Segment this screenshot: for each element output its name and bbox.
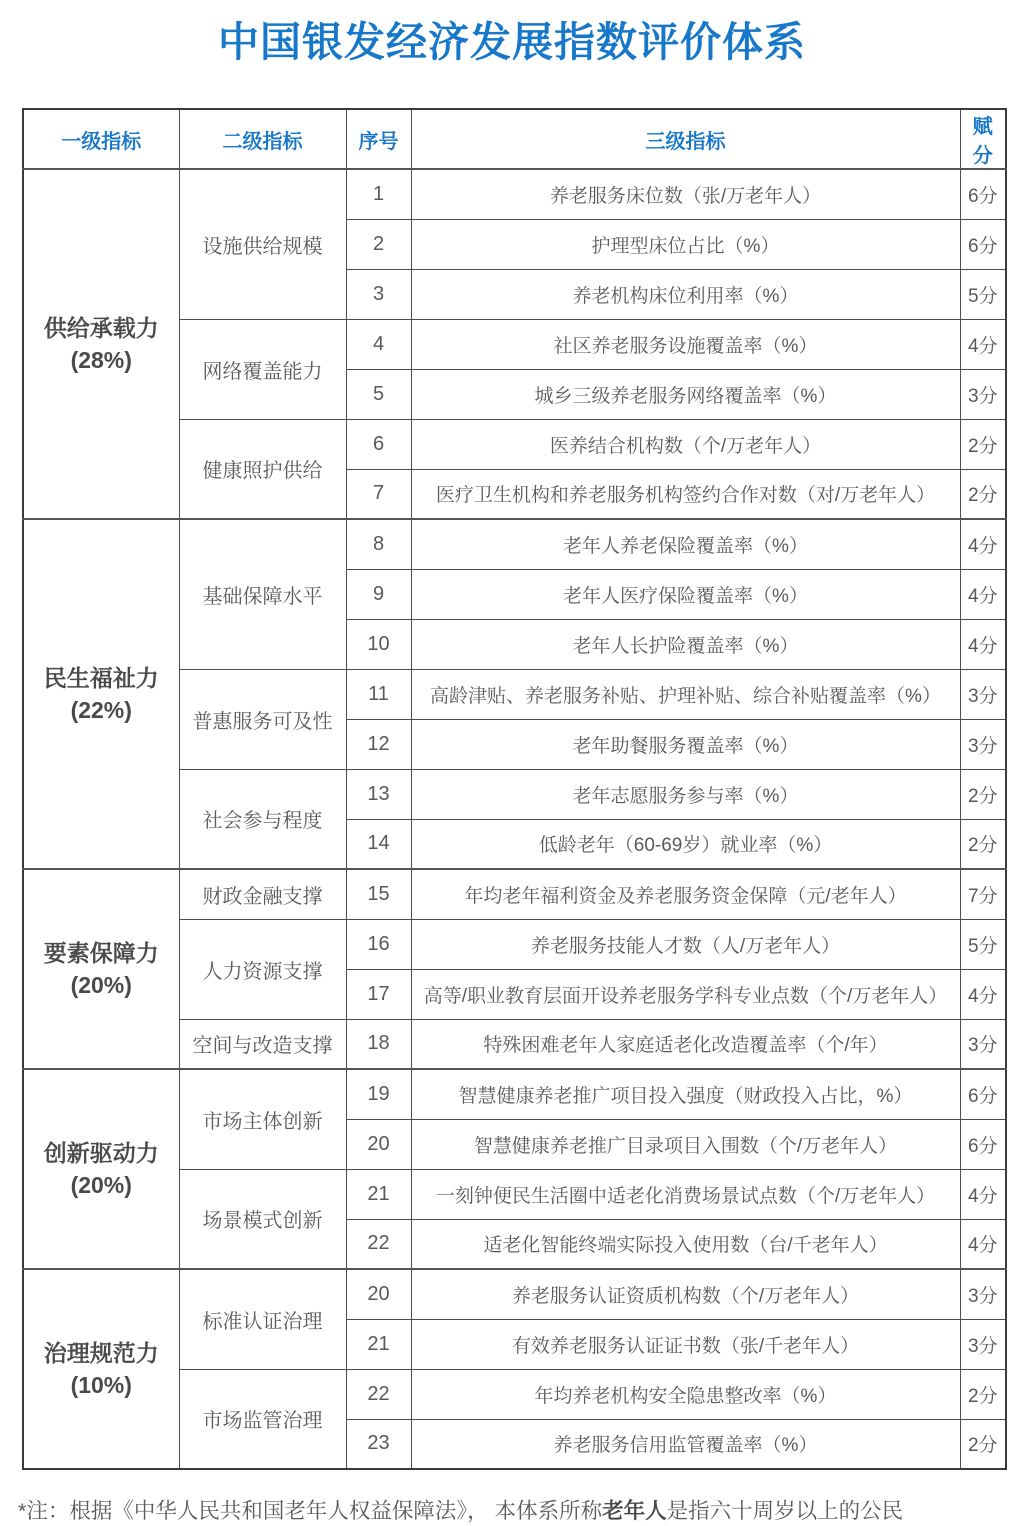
score-cell: 6分 [960, 219, 1006, 269]
level1-weight: (20%) [70, 1172, 132, 1198]
indicator-cell: 智慧健康养老推广项目投入强度（财政投入占比，%） [411, 1069, 960, 1119]
indicator-cell: 老年人养老保险覆盖率（%） [411, 519, 960, 569]
header-score: 赋分 [960, 109, 1006, 169]
serial-cell: 22 [346, 1369, 411, 1419]
score-cell: 4分 [960, 1169, 1006, 1219]
table-header-row [23, 109, 1006, 169]
level1-cell [23, 1069, 179, 1269]
serial-cell: 14 [346, 819, 411, 869]
header-level2: 二级指标 [179, 109, 346, 169]
level2-cell: 网络覆盖能力 [179, 319, 346, 419]
indicator-cell: 医养结合机构数（个/万老年人） [411, 419, 960, 469]
score-cell: 2分 [960, 1369, 1006, 1419]
level1-weight: (10%) [70, 1372, 132, 1398]
level1-cell [23, 869, 179, 1069]
score-cell: 4分 [960, 1219, 1006, 1269]
serial-cell: 4 [346, 319, 411, 369]
level2-cell: 市场主体创新 [179, 1069, 346, 1169]
table-row [23, 1069, 1006, 1119]
serial-cell: 11 [346, 669, 411, 719]
score-cell: 2分 [960, 419, 1006, 469]
score-cell: 3分 [960, 669, 1006, 719]
score-cell: 6分 [960, 1069, 1006, 1119]
footnote [18, 1496, 1005, 1526]
table-row [23, 519, 1006, 569]
score-cell: 3分 [960, 719, 1006, 769]
indicator-cell: 老年人长护险覆盖率（%） [411, 619, 960, 669]
indicator-cell: 老年助餐服务覆盖率（%） [411, 719, 960, 769]
serial-cell: 19 [346, 1069, 411, 1119]
footnote-emphasis: 老年人 [602, 1499, 667, 1523]
level2-cell: 财政金融支撑 [179, 869, 346, 919]
indicator-cell: 养老服务技能人才数（人/万老年人） [411, 919, 960, 969]
serial-cell: 12 [346, 719, 411, 769]
score-cell: 5分 [960, 919, 1006, 969]
level1-name: 供给承载力 [43, 315, 159, 341]
level1-name: 要素保障力 [43, 940, 159, 966]
level1-name: 民生福祉力 [43, 665, 159, 691]
table-row [23, 869, 1006, 919]
level2-cell: 市场监管治理 [179, 1369, 346, 1469]
serial-cell: 5 [346, 369, 411, 419]
indicator-cell: 老年人医疗保险覆盖率（%） [411, 569, 960, 619]
level2-cell: 普惠服务可及性 [179, 669, 346, 769]
level1-name: 治理规范力 [43, 1340, 159, 1366]
score-cell: 2分 [960, 469, 1006, 519]
serial-cell: 6 [346, 419, 411, 469]
indicator-cell: 老年志愿服务参与率（%） [411, 769, 960, 819]
level2-cell: 标准认证治理 [179, 1269, 346, 1369]
score-cell: 4分 [960, 319, 1006, 369]
level1-weight: (20%) [70, 972, 132, 998]
level2-cell: 健康照护供给 [179, 419, 346, 519]
header-level3: 三级指标 [411, 109, 960, 169]
score-cell: 4分 [960, 969, 1006, 1019]
level1-weight: (22%) [70, 697, 132, 723]
level2-cell: 基础保障水平 [179, 519, 346, 669]
score-cell: 7分 [960, 869, 1006, 919]
indicator-cell: 养老机构床位利用率（%） [411, 269, 960, 319]
serial-cell: 17 [346, 969, 411, 1019]
serial-cell: 3 [346, 269, 411, 319]
serial-cell: 21 [346, 1319, 411, 1369]
indicator-cell: 高龄津贴、养老服务补贴、护理补贴、综合补贴覆盖率（%） [411, 669, 960, 719]
serial-cell: 22 [346, 1219, 411, 1269]
indicator-cell: 适老化智能终端实际投入使用数（台/千老年人） [411, 1219, 960, 1269]
level2-cell: 设施供给规模 [179, 169, 346, 319]
level1-cell [23, 1269, 179, 1469]
evaluation-index-table [22, 108, 1007, 1470]
serial-cell: 15 [346, 869, 411, 919]
indicator-cell: 护理型床位占比（%） [411, 219, 960, 269]
serial-cell: 9 [346, 569, 411, 619]
level2-cell: 场景模式创新 [179, 1169, 346, 1269]
serial-cell: 8 [346, 519, 411, 569]
score-cell: 3分 [960, 369, 1006, 419]
score-cell: 4分 [960, 519, 1006, 569]
score-cell: 4分 [960, 569, 1006, 619]
serial-cell: 21 [346, 1169, 411, 1219]
serial-cell: 7 [346, 469, 411, 519]
score-cell: 5分 [960, 269, 1006, 319]
score-cell: 3分 [960, 1019, 1006, 1069]
table-body [23, 169, 1006, 1469]
serial-cell: 23 [346, 1419, 411, 1469]
serial-cell: 20 [346, 1119, 411, 1169]
serial-cell: 10 [346, 619, 411, 669]
indicator-cell: 年均养老机构安全隐患整改率（%） [411, 1369, 960, 1419]
indicator-cell: 有效养老服务认证证书数（张/千老年人） [411, 1319, 960, 1369]
serial-cell: 18 [346, 1019, 411, 1069]
level1-cell [23, 169, 179, 519]
indicator-cell: 社区养老服务设施覆盖率（%） [411, 319, 960, 369]
level2-cell: 社会参与程度 [179, 769, 346, 869]
indicator-cell: 一刻钟便民生活圈中适老化消费场景试点数（个/万老年人） [411, 1169, 960, 1219]
level2-cell: 空间与改造支撑 [179, 1019, 346, 1069]
score-cell: 2分 [960, 819, 1006, 869]
header-level1: 一级指标 [23, 109, 179, 169]
footnote-text: *注：根据《中华人民共和国老年人权益保障法》， 本体系所称 [18, 1499, 603, 1523]
indicator-cell: 年均老年福利资金及养老服务资金保障（元/老年人） [411, 869, 960, 919]
serial-cell: 20 [346, 1269, 411, 1319]
page-title: 中国银发经济发展指数评价体系 [218, 19, 806, 65]
indicator-cell: 养老服务床位数（张/万老年人） [411, 169, 960, 219]
score-cell: 6分 [960, 169, 1006, 219]
serial-cell: 2 [346, 219, 411, 269]
score-cell: 3分 [960, 1319, 1006, 1369]
score-cell: 4分 [960, 619, 1006, 669]
indicator-cell: 城乡三级养老服务网络覆盖率（%） [411, 369, 960, 419]
table-row [23, 169, 1006, 219]
score-cell: 2分 [960, 769, 1006, 819]
footnote-suffix: 是指六十周岁以上的公民 [666, 1499, 904, 1523]
indicator-cell: 低龄老年（60-69岁）就业率（%） [411, 819, 960, 869]
indicator-cell: 智慧健康养老推广目录项目入围数（个/万老年人） [411, 1119, 960, 1169]
level2-cell: 人力资源支撑 [179, 919, 346, 1019]
header-serial: 序号 [346, 109, 411, 169]
score-cell: 6分 [960, 1119, 1006, 1169]
indicator-cell: 高等/职业教育层面开设养老服务学科专业点数（个/万老年人） [411, 969, 960, 1019]
indicator-cell: 医疗卫生机构和养老服务机构签约合作对数（对/万老年人） [411, 469, 960, 519]
table-row [23, 1269, 1006, 1319]
level1-name: 创新驱动力 [43, 1140, 159, 1166]
serial-cell: 13 [346, 769, 411, 819]
level1-weight: (28%) [70, 347, 132, 373]
score-cell: 3分 [960, 1269, 1006, 1319]
indicator-cell: 养老服务认证资质机构数（个/万老年人） [411, 1269, 960, 1319]
serial-cell: 16 [346, 919, 411, 969]
indicator-cell: 特殊困难老年人家庭适老化改造覆盖率（个/年） [411, 1019, 960, 1069]
serial-cell: 1 [346, 169, 411, 219]
indicator-cell: 养老服务信用监管覆盖率（%） [411, 1419, 960, 1469]
level1-cell [23, 519, 179, 869]
score-cell: 2分 [960, 1419, 1006, 1469]
